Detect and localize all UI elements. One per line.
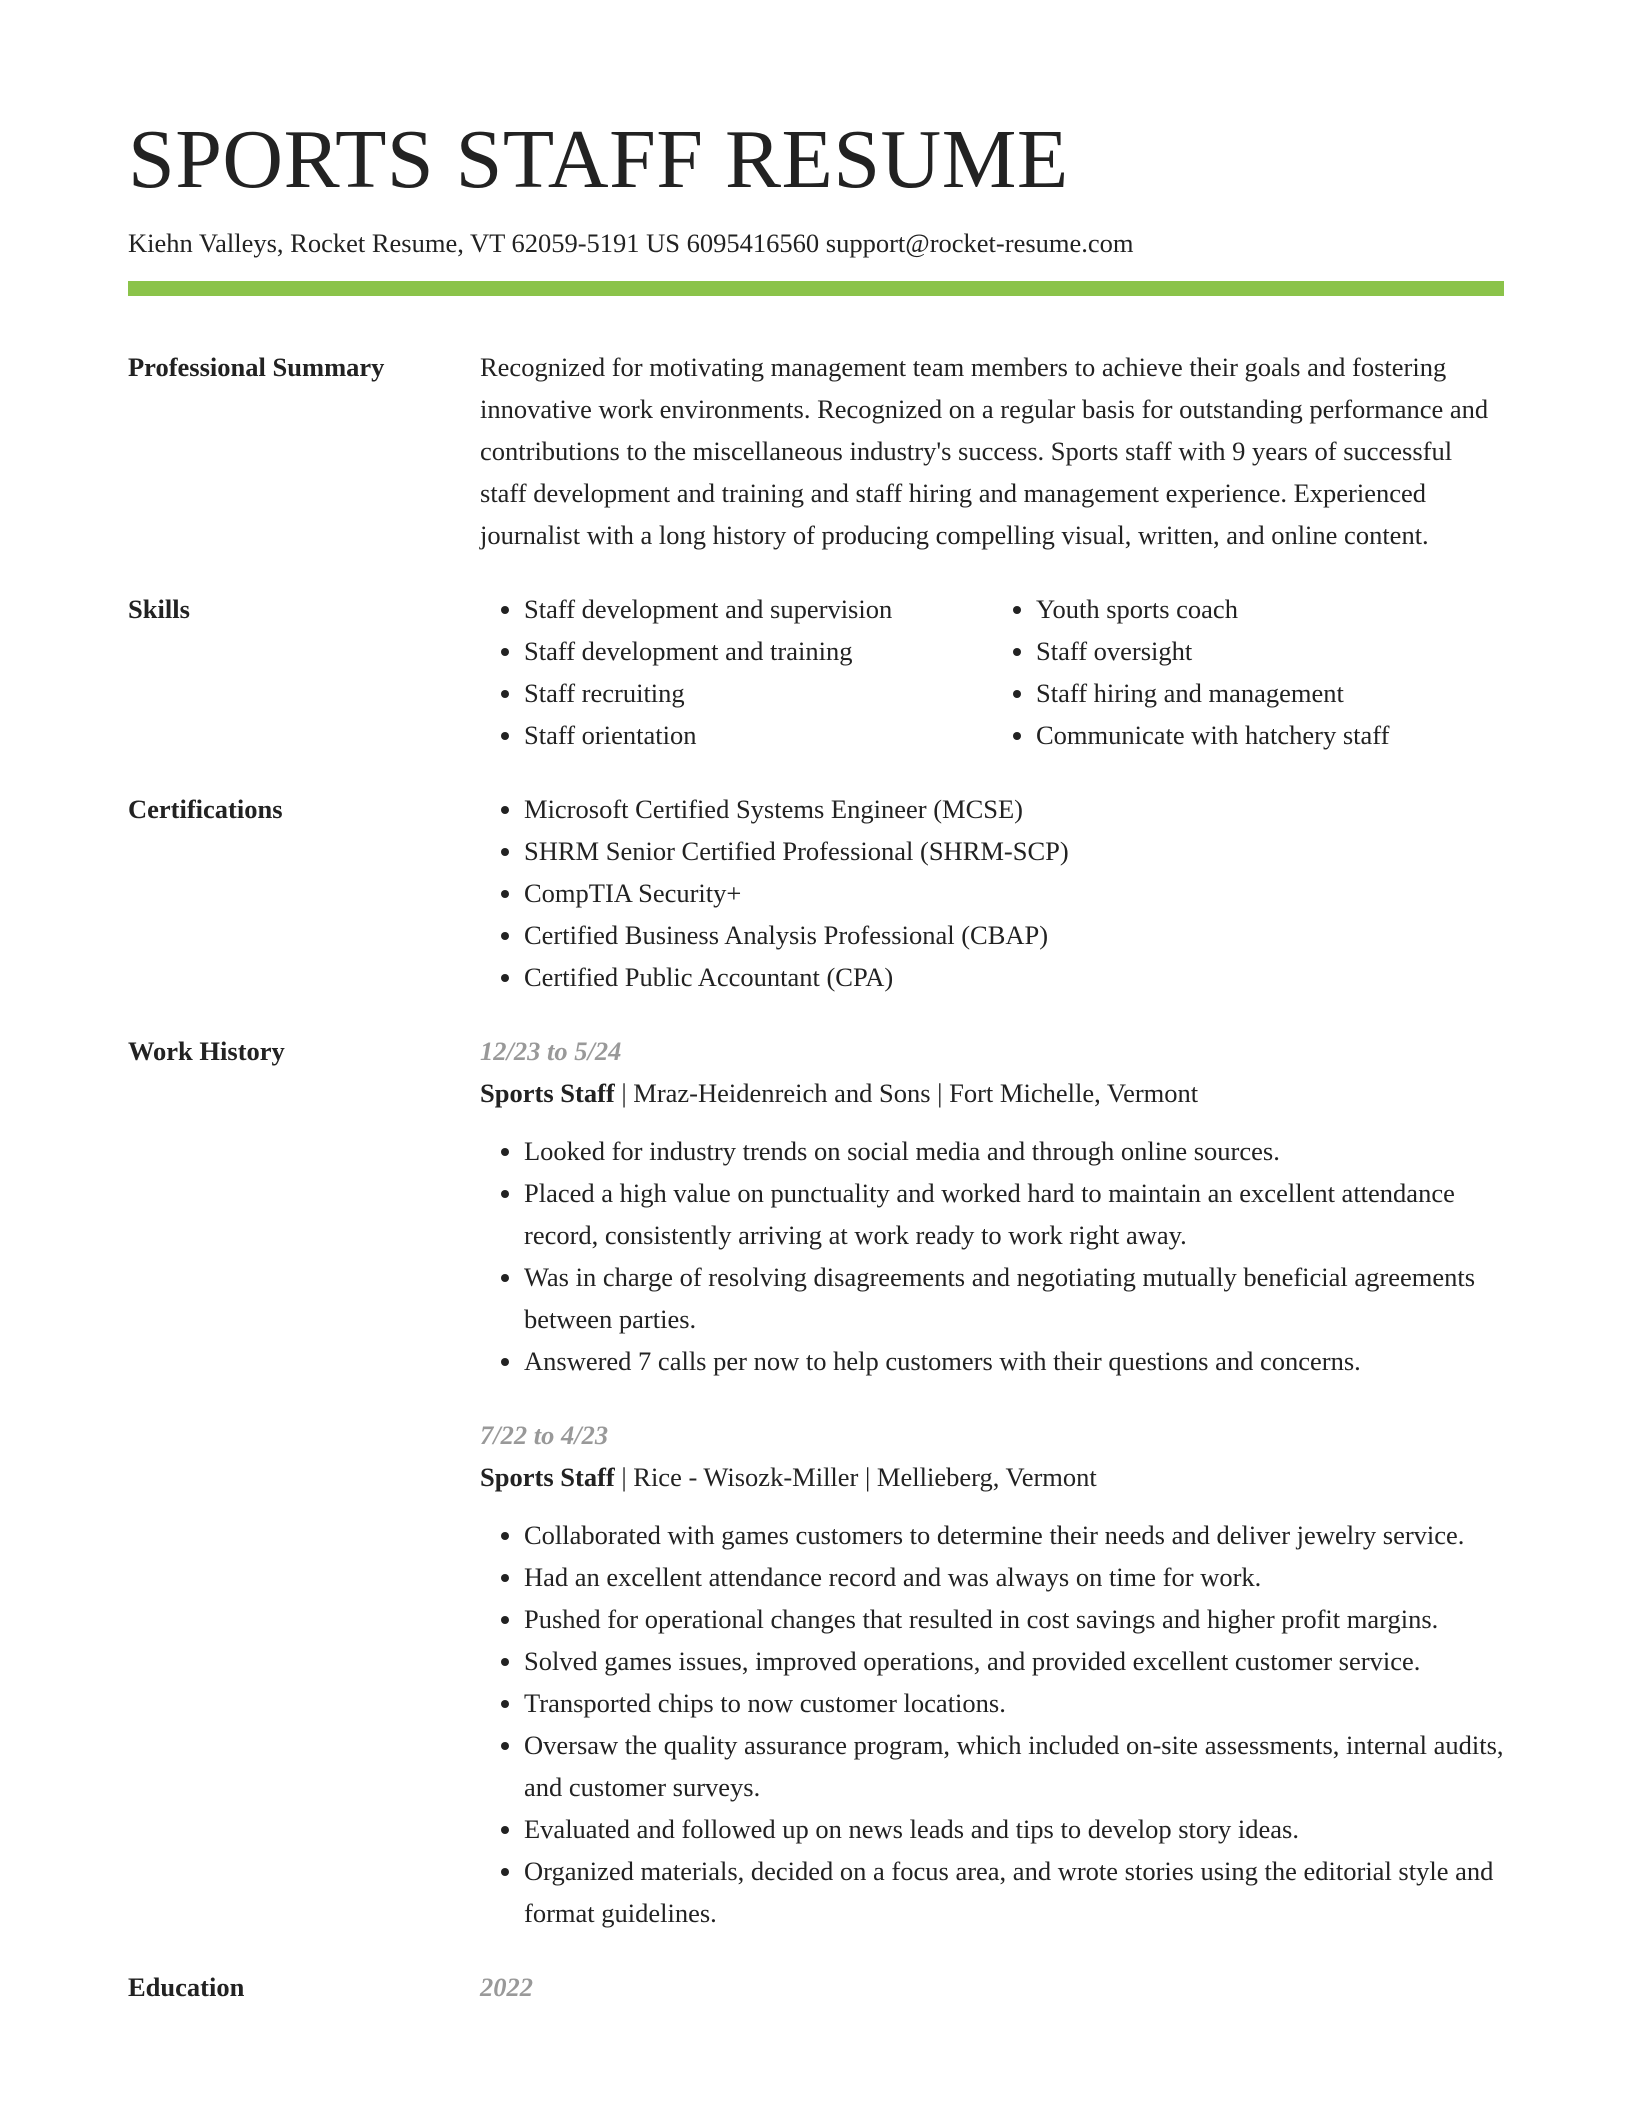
list-item: • Staff oversight	[1036, 630, 1504, 672]
resume-page	[128, 0, 1504, 2008]
certifications-list	[480, 788, 1504, 998]
education-content	[480, 1966, 1504, 2008]
certifications-heading: Certifications	[128, 793, 283, 824]
list-item: • Microsoft Certified Systems Engineer (MCSE)	[524, 788, 1504, 830]
list-item: • Collaborated with games customers to determine their needs and deliver jewelry service.	[524, 1514, 1504, 1556]
list-item: • Looked for industry trends on social media and through online sources.	[524, 1130, 1504, 1172]
job-date: 12/23 to 5/24	[480, 1035, 622, 1066]
skills-list-left	[480, 588, 992, 756]
list-item: • Staff development and training	[524, 630, 992, 672]
job-bullets	[480, 1514, 1504, 1934]
certifications-content	[480, 788, 1504, 998]
list-item: • Placed a high value on punctuality and worked hard to maintain an excellent attendance record, consistently arriving at work ready to work right away.	[524, 1172, 1504, 1256]
list-item: • Staff development and supervision	[524, 588, 992, 630]
list-item: • Oversaw the quality assurance program, which included on-site assessments, internal audits, and customer surveys.	[524, 1724, 1504, 1808]
list-item: • SHRM Senior Certified Professional (SHRM-SCP)	[524, 830, 1504, 872]
job-entry	[480, 1414, 1504, 1934]
contact-line: Kiehn Valleys, Rocket Resume, VT 62059-5191 US 6095416560 support@rocket-resume.com	[128, 228, 1134, 258]
list-item: • CompTIA Security+	[524, 872, 1504, 914]
job-title-line	[480, 1072, 1504, 1114]
job-title-line	[480, 1456, 1504, 1498]
skills-list-right	[992, 588, 1504, 756]
skills-section	[128, 588, 1504, 756]
job-bullets	[480, 1130, 1504, 1382]
education-section	[128, 1966, 1504, 2008]
summary-text: Recognized for motivating management team members to achieve their goals and fostering innovative work environments. Recognized on a regular basis for outstanding performance and contributions to the miscellaneous industry's success. Sports staff with 9 years of successful staff development and training and staff hiring and management experience. Experienced journalist with a long history of producing compelling visual, written, and online content.	[480, 351, 1489, 550]
list-item: • Was in charge of resolving disagreements and negotiating mutually beneficial agreements between parties.	[524, 1256, 1504, 1340]
list-item: • Staff orientation	[524, 714, 992, 756]
accent-divider	[128, 281, 1504, 296]
job-entry	[480, 1030, 1504, 1382]
job-employer-location: | Rice - Wisozk-Miller | Mellieberg, Vermont	[614, 1461, 1097, 1492]
resume-title: SPORTS STAFF RESUME	[128, 113, 1069, 206]
list-item: • Youth sports coach	[1036, 588, 1504, 630]
list-item: • Certified Business Analysis Professional (CBAP)	[524, 914, 1504, 956]
summary-heading: Professional Summary	[128, 351, 385, 382]
work-history-section	[128, 1030, 1504, 1934]
list-item: • Staff hiring and management	[1036, 672, 1504, 714]
education-heading: Education	[128, 1971, 245, 2002]
job-title: Sports Staff	[480, 1077, 615, 1108]
skills-columns	[480, 588, 1504, 756]
list-item: • Solved games issues, improved operations, and provided excellent customer service.	[524, 1640, 1504, 1682]
list-item: • Had an excellent attendance record and was always on time for work.	[524, 1556, 1504, 1598]
job-employer-location: | Mraz-Heidenreich and Sons | Fort Michelle, Vermont	[614, 1077, 1199, 1108]
skills-heading: Skills	[128, 593, 190, 624]
list-item: • Certified Public Accountant (CPA)	[524, 956, 1504, 998]
list-item: • Transported chips to now customer locations.	[524, 1682, 1504, 1724]
list-item: • Communicate with hatchery staff	[1036, 714, 1504, 756]
work-history-content	[480, 1030, 1504, 1934]
job-title: Sports Staff	[480, 1461, 615, 1492]
list-item: • Staff recruiting	[524, 672, 992, 714]
list-item: • Answered 7 calls per now to help customers with their questions and concerns.	[524, 1340, 1504, 1382]
list-item: • Evaluated and followed up on news leads and tips to develop story ideas.	[524, 1808, 1504, 1850]
job-date: 7/22 to 4/23	[480, 1419, 609, 1450]
list-item: • Pushed for operational changes that resulted in cost savings and higher profit margins.	[524, 1598, 1504, 1640]
work-history-heading: Work History	[128, 1035, 285, 1066]
list-item: • Organized materials, decided on a focus area, and wrote stories using the editorial style and format guidelines.	[524, 1850, 1504, 1934]
certifications-section	[128, 788, 1504, 998]
summary-section	[128, 346, 1504, 556]
education-date: 2022	[480, 1971, 533, 2002]
